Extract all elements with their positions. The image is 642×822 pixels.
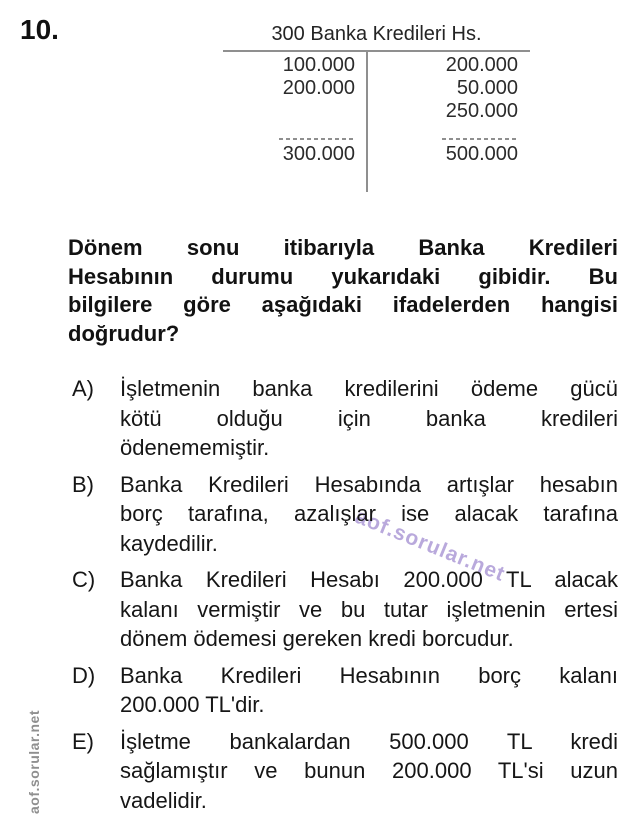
credit-total: 500.000 <box>445 143 518 165</box>
credit-entry: 200.000 <box>445 54 518 76</box>
debit-entry: 100.000 <box>282 54 355 76</box>
debit-separator-dashes <box>223 135 355 143</box>
option-e <box>72 727 618 816</box>
dashed-line <box>442 138 518 140</box>
debit-column <box>223 52 368 192</box>
option-letter: B) <box>72 471 94 497</box>
debit-entry: 200.000 <box>282 77 355 99</box>
option-line: ödenememiştir. <box>120 435 270 460</box>
option-line: sağlamıştır ve bunun 200.000 TL'si uzun <box>120 758 618 783</box>
credit-entry: 250.000 <box>445 100 518 122</box>
option-letter: A) <box>72 376 94 401</box>
credit-separator-dashes <box>368 135 518 143</box>
option-line: borç tarafına, azalışlar ise alacak tarafına <box>120 501 618 526</box>
t-account <box>223 22 530 192</box>
credit-column <box>368 52 530 192</box>
option-line: dönem ödemesi gereken kredi borcudur. <box>120 626 514 651</box>
question-line: doğrudur? <box>68 320 180 346</box>
question-text <box>68 234 618 348</box>
options-list <box>72 374 618 822</box>
option-text <box>120 374 618 463</box>
t-account-title: 300 Banka Kredileri Hs. <box>271 23 482 45</box>
option-b <box>72 470 618 559</box>
credit-gap <box>368 123 518 135</box>
option-line: kaydedilir. <box>120 530 218 556</box>
option-text <box>120 727 618 816</box>
debit-blank-row <box>223 100 355 123</box>
option-line: kötü olduğu için banka kredileri <box>120 405 618 431</box>
debit-total: 300.000 <box>282 143 355 165</box>
option-line: 200.000 TL'dir. <box>120 692 265 717</box>
option-c <box>72 565 618 654</box>
question-line: Hesabının durumu yukarıdaki gibidir. Bu <box>68 263 618 289</box>
question-number: 10. <box>20 14 59 45</box>
option-d <box>72 661 618 720</box>
question-line: Dönem sonu itibarıyla Banka Kredileri <box>68 235 618 260</box>
option-text <box>120 565 618 654</box>
credit-entry: 50.000 <box>456 77 518 99</box>
option-text <box>120 661 618 720</box>
option-line: vadelidir. <box>120 787 207 813</box>
option-a <box>72 374 618 463</box>
option-letter: C) <box>72 567 96 592</box>
debit-gap <box>223 123 355 135</box>
option-text <box>120 470 618 559</box>
option-line: Banka Kredileri Hesabı 200.000 TL alacak <box>120 567 618 592</box>
option-line: İşletmenin banka kredilerini ödeme gücü <box>120 376 618 401</box>
option-line: kalanı vermiştir ve bu tutar işletmenin ertesi <box>120 596 618 622</box>
option-line: Banka Kredileri Hesabında artışlar hesabın <box>120 471 618 497</box>
option-line: İşletme bankalardan 500.000 TL kredi <box>120 728 618 754</box>
option-letter: D) <box>72 662 96 688</box>
t-account-body <box>223 50 530 192</box>
dashed-line <box>279 138 355 140</box>
question-line: bilgilere göre aşağıdaki ifadelerden hangisi <box>68 292 618 317</box>
option-line: Banka Kredileri Hesabının borç kalanı <box>120 662 618 688</box>
option-letter: E) <box>72 728 94 754</box>
watermark-diagonal: aof.sorular.net <box>351 504 509 587</box>
watermark-side: aof.sorular.net <box>26 710 42 814</box>
